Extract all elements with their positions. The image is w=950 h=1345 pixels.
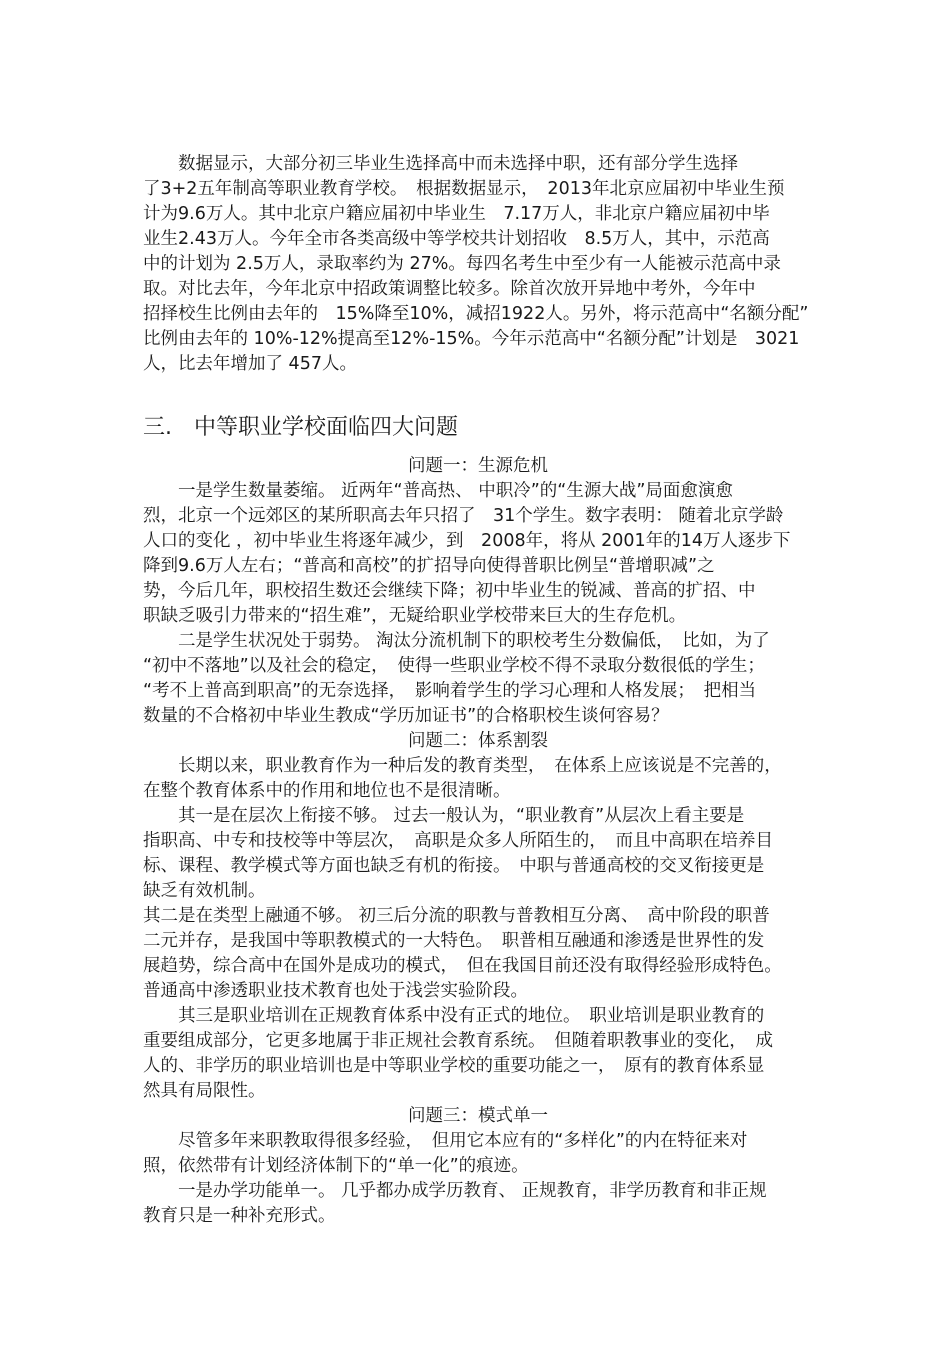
- text-line: 中的计划为 2.5万人，录取率约为 27%。每四名考生中至少有一人能被示范高中录: [143, 254, 781, 274]
- body-text: [143, 454, 813, 1229]
- text-line: 数量的不合格初中毕业生教成“学历加证书”的合格职校生谈何容易？: [143, 706, 669, 726]
- text-line: 普通高中渗透职业技术教育也处于浅尝实验阶段。: [143, 981, 528, 1001]
- text-line: 指职高、中专和技校等中等层次， 高职是众多人所陌生的， 而且中高职在培养目: [143, 831, 773, 851]
- section-heading: 三. 中等职业学校面临四大问题: [143, 415, 458, 440]
- text-line: “初中不落地”以及社会的稳定， 使得一些职业学校不得不录取分数很低的学生；: [143, 656, 765, 676]
- text-line: 比例由去年的 10%-12%提高至12%-15%。今年示范高中“名额分配”计划是 3021: [143, 329, 800, 349]
- text-line: 了3+2五年制高等职业教育学校。 根据数据显示， 2013年北京应届初中毕业生预: [143, 179, 785, 199]
- text-line: 其一是在层次上衔接不够。 过去一般认为，“职业教育”从层次上看主要是: [143, 806, 745, 826]
- text-line: 职缺乏吸引力带来的“招生难”，无疑给职业学校带来巨大的生存危机。: [143, 606, 687, 626]
- text-line: 取。对比去年，今年北京中招政策调整比较多。除首次放开异地中考外，今年中: [143, 279, 756, 299]
- text-line: 然具有局限性。: [143, 1081, 266, 1101]
- text-line: 展趋势，综合高中在国外是成功的模式， 但在我国目前还没有取得经验形成特色。: [143, 956, 782, 976]
- text-line: 照，依然带有计划经济体制下的“单一化”的痕迹。: [143, 1156, 529, 1176]
- text-line: 降到9.6万人左右；“普高和高校”的扩招导向使得普职比例呈“普增职减”之: [143, 556, 715, 576]
- text-line: 标、课程、教学模式等方面也缺乏有机的衔接。 中职与普通高校的交叉衔接更是: [143, 856, 765, 876]
- problem-heading: 问题一：生源危机: [408, 456, 548, 476]
- text-line: 长期以来，职业教育作为一种后发的教育类型， 在体系上应该说是不完善的，: [143, 756, 782, 776]
- problem-heading: 问题三：模式单一: [408, 1106, 548, 1126]
- text-line: 计为9.6万人。其中北京户籍应届初中毕业生 7.17万人，非北京户籍应届初中毕: [143, 204, 770, 224]
- intro-paragraph: [143, 152, 813, 377]
- text-line: 缺乏有效机制。: [143, 881, 266, 901]
- text-line: 其二是在类型上融通不够。 初三后分流的职教与普教相互分离、 高中阶段的职普: [143, 906, 770, 926]
- text-line: 一是学生数量萎缩。 近两年“普高热、 中职冷”的“生源大战”局面愈演愈: [143, 481, 733, 501]
- text-line: 势，今后几年，职校招生数还会继续下降；初中毕业生的锐减、普高的扩招、中: [143, 581, 756, 601]
- text-line: “考不上普高到职高”的无奈选择， 影响着学生的学习心理和人格发展； 把相当: [143, 681, 757, 701]
- text-line: 教育只是一种补充形式。: [143, 1206, 336, 1226]
- text-line: 业生2.43万人。今年全市各类高级中等学校共计划招收 8.5万人，其中，示范高: [143, 229, 770, 249]
- text-line: 数据显示，大部分初三毕业生选择高中而未选择中职，还有部分学生选择: [143, 154, 738, 174]
- text-line: 二元并存，是我国中等职教模式的一大特色。 职普相互融通和渗透是世界性的发: [143, 931, 765, 951]
- text-line: 在整个教育体系中的作用和地位也不是很清晰。: [143, 781, 511, 801]
- text-line: 烈，北京一个远郊区的某所职高去年只招了 31个学生。数字表明： 随着北京学龄: [143, 506, 784, 526]
- text-line: 一是办学功能单一。 几乎都办成学历教育、 正规教育，非学历教育和非正规: [143, 1181, 767, 1201]
- text-line: 重要组成部分，它更多地属于非正规社会教育系统。 但随着职教事业的变化， 成: [143, 1031, 773, 1051]
- problem-heading: 问题二：体系割裂: [408, 731, 548, 751]
- text-line: 其三是职业培训在正规教育体系中没有正式的地位。 职业培训是职业教育的: [143, 1006, 765, 1026]
- text-line: 人的、非学历的职业培训也是中等职业学校的重要功能之一， 原有的教育体系显: [143, 1056, 765, 1076]
- text-line: 招择校生比例由去年的 15%降至10%，减招1922人。另外，将示范高中“名额分配”: [143, 304, 809, 324]
- text-line: 人，比去年增加了 457人。: [143, 354, 357, 374]
- text-line: 尽管多年来职教取得很多经验， 但用它本应有的“多样化”的内在特征来对: [143, 1131, 748, 1151]
- text-line: 二是学生状况处于弱势。 淘汰分流机制下的职校考生分数偏低， 比如，为了: [143, 631, 770, 651]
- text-line: 人口的变化 ，初中毕业生将逐年减少，到 2008年，将从 2001年的14万人逐步下: [143, 531, 791, 551]
